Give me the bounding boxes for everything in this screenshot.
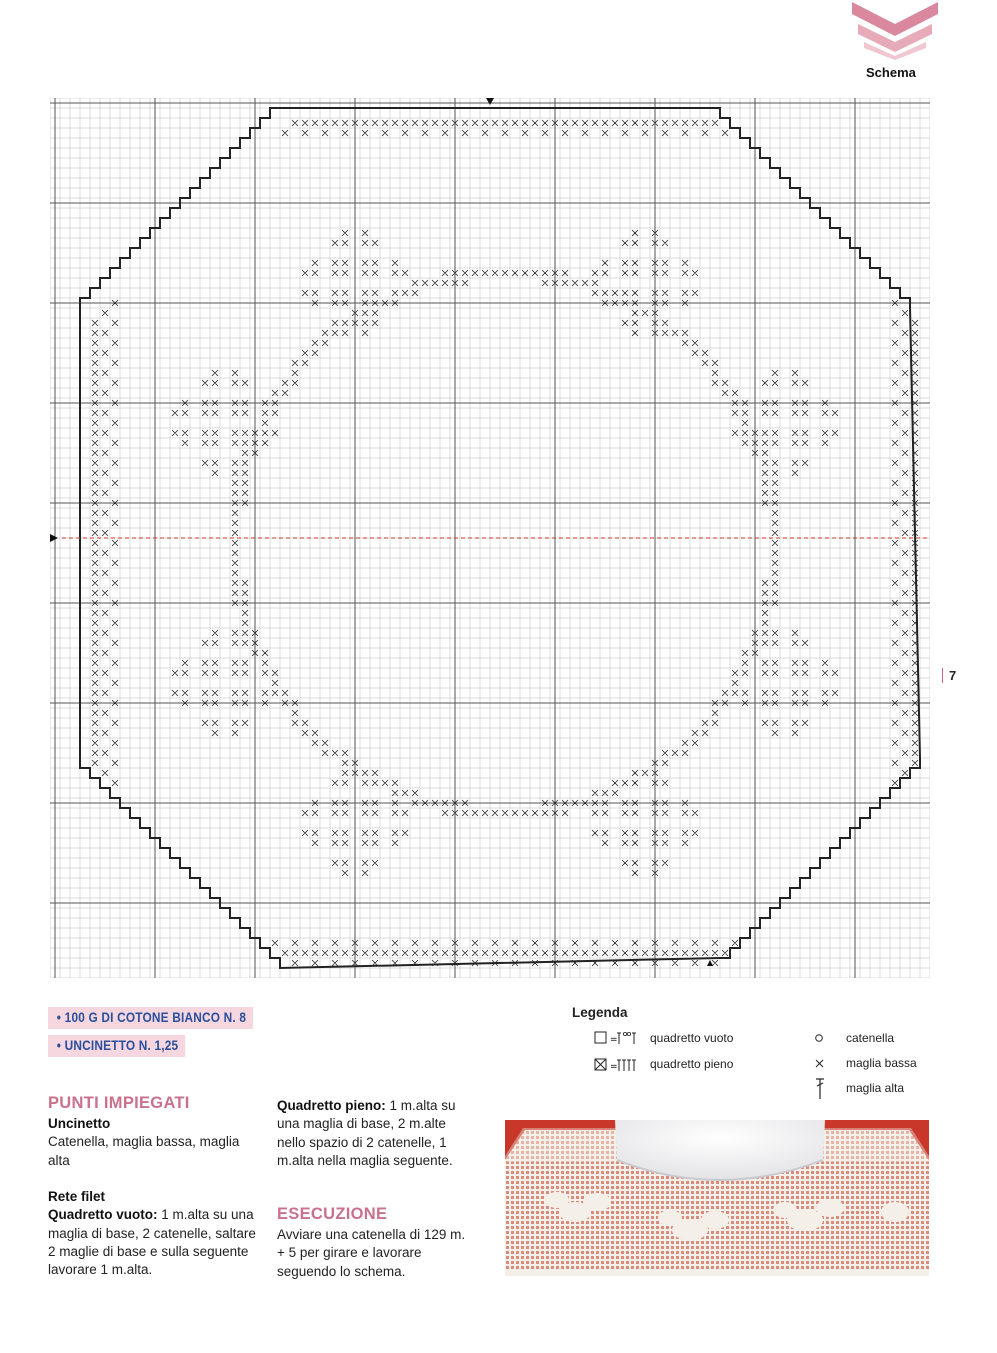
empty-square-icon — [594, 1030, 644, 1046]
doily-photo — [505, 1120, 929, 1276]
pieno-block — [277, 1097, 477, 1170]
legend-label-filled: quadretto pieno — [650, 1057, 734, 1071]
pieno-text: 1 m.alta su una maglia di base, 2 m.alte nello spazio di 2 catenelle, 1 m.alta nella maglia seguente. — [277, 1098, 456, 1168]
material-badge-cotton: • 100 G DI COTONE BIANCO N. 8 — [48, 1007, 253, 1029]
bottom-arrow-icon — [707, 960, 713, 966]
left-arrow-icon — [50, 534, 58, 542]
material-cotton-text: 100 G DI COTONE BIANCO N. 8 — [64, 1010, 247, 1025]
svg-text:=: = — [610, 1035, 618, 1045]
svg-text:=: = — [610, 1062, 618, 1072]
chevron-logo-icon — [852, 2, 938, 60]
tall-stitch-icon — [813, 1077, 827, 1101]
chart-crosses — [92, 120, 918, 966]
esecuzione-text: Avviare una catenella di 129 m. + 5 per girare e lavorare seguendo lo schema. — [277, 1227, 466, 1279]
uncinetto-text: Catenella, maglia bassa, maglia alta — [48, 1134, 240, 1168]
vuoto-head: Quadretto vuoto: — [48, 1207, 158, 1223]
legend-title: Legenda — [572, 1005, 628, 1020]
vuoto-text: 1 m.alta su una maglia di base, 2 catenelle, saltare 2 maglie di base e sulla seguente lavorare 1 m.alta. — [48, 1207, 256, 1278]
pieno-head: Quadretto pieno: — [277, 1098, 386, 1113]
filet-chart — [50, 98, 930, 978]
uncinetto-head: Uncinetto — [48, 1116, 111, 1131]
rete-block — [48, 1188, 263, 1279]
punti-title: PUNTI IMPIEGATI — [48, 1094, 190, 1112]
esecuzione-title: ESECUZIONE — [277, 1205, 388, 1223]
top-arrow-icon — [486, 98, 494, 105]
legend-label-empty: quadretto vuoto — [650, 1031, 734, 1045]
schema-title: Schema — [866, 65, 916, 80]
legend-label-catenella: catenella — [846, 1031, 895, 1045]
legend-label-maglia-alta: maglia alta — [846, 1081, 905, 1095]
material-hook-text: UNCINETTO N. 1,25 — [64, 1038, 179, 1053]
circle-icon — [813, 1031, 827, 1045]
material-badge-hook: • UNCINETTO N. 1,25 — [48, 1035, 185, 1057]
page-number: 7 — [942, 668, 956, 683]
cross-icon — [813, 1056, 827, 1070]
filled-square-icon — [594, 1057, 644, 1073]
legend-label-maglia-bassa: maglia bassa — [846, 1056, 917, 1070]
rete-head: Rete filet — [48, 1189, 106, 1204]
uncinetto-block — [48, 1115, 258, 1170]
